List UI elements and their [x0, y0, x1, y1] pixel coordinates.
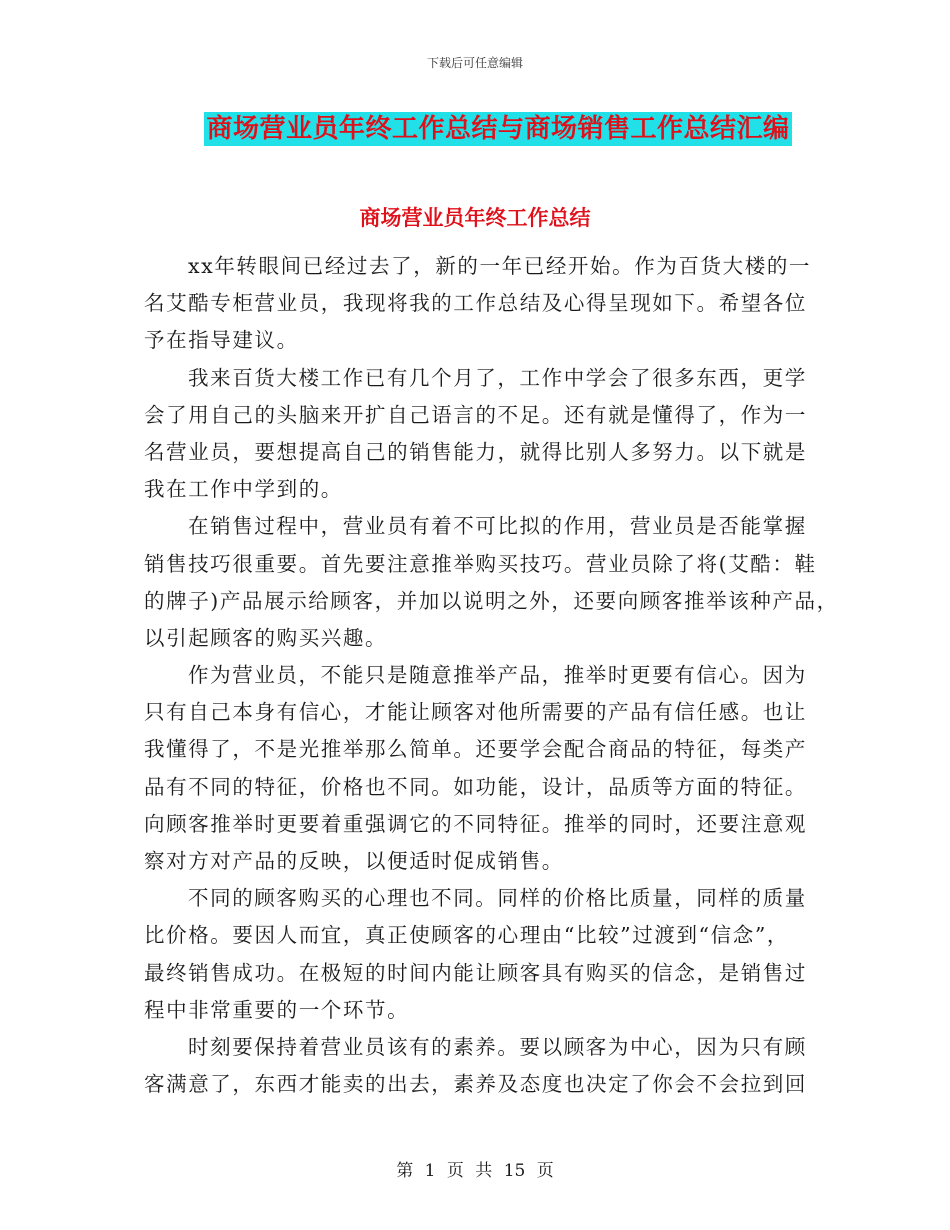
text-line: 名艾酷专柜营业员，我现将我的工作总结及心得呈现如下。希望各位	[144, 291, 807, 316]
text-line: xx年转眼间已经过去了，新的一年已经开始。作为百货大楼的一	[188, 254, 812, 278]
section-title: 商场营业员年终工作总结	[359, 206, 591, 230]
text-line: 程中非常重要的一个环节。	[144, 997, 410, 1022]
text-line: 时刻要保持着营业员该有的素养。要以顾客为中心，因为只有顾	[188, 1034, 807, 1059]
text-line: 予在指导建议。	[144, 328, 299, 353]
text-line: 我来百货大楼工作已有几个月了，工作中学会了很多东西，更学	[188, 365, 807, 390]
text-line: 会了用自己的头脑来开扩自己语言的不足。还有就是懂得了，作为一	[144, 402, 807, 427]
main-title: 商场营业员年终工作总结与商场销售工作总结汇编	[206, 114, 790, 144]
text-line: 在销售过程中，营业员有着不可比拟的作用，营业员是否能掌握	[188, 514, 807, 539]
text-line: 客满意了，东西才能卖的出去，素养及态度也决定了你会不会拉到回	[144, 1072, 807, 1097]
text-line: 名营业员，要想提高自己的销售能力，就得比别人多努力。以下就是	[144, 439, 807, 464]
text-line: 我在工作中学到的。	[144, 477, 343, 502]
text-line: 只有自己本身有信心，才能让顾客对他所需要的产品有信任感。也让	[144, 700, 807, 725]
document-body	[144, 248, 839, 1103]
text-line: 向顾客推举时更要着重强调它的不同特征。推举的同时，还要注意观	[144, 811, 807, 836]
text-line: 最终销售成功。在极短的时间内能让顾客具有购买的信念，是销售过	[144, 960, 807, 985]
text-line: 销售技巧很重要。首先要注意推举购买技巧。营业员除了将(艾酷：鞋	[144, 551, 817, 576]
page-footer: 第 1 页 共 15 页	[396, 1161, 554, 1181]
text-line: 的牌子)产品展示给顾客，并加以说明之外，还要向顾客推举该种产品，	[144, 588, 839, 613]
text-line: 作为营业员，不能只是随意推举产品，推举时更要有信心。因为	[188, 663, 807, 688]
text-line: 我懂得了，不是光推举那么简单。还要学会配合商品的特征，每类产	[144, 737, 807, 762]
text-line: 察对方对产品的反映，以便适时促成销售。	[144, 849, 564, 873]
main-title-container	[0, 112, 950, 146]
text-line: 不同的顾客购买的心理也不同。同样的价格比质量，同样的质量	[188, 886, 807, 911]
header-note: 下载后可任意编辑	[426, 56, 523, 70]
text-line: 以引起顾客的购买兴趣。	[144, 625, 388, 650]
text-line: 品有不同的特征，价格也不同。如功能，设计，品质等方面的特征。	[144, 774, 807, 799]
text-line: 比价格。要因人而宜，真正使顾客的心理由“比较”过渡到“信念”，	[144, 923, 790, 948]
